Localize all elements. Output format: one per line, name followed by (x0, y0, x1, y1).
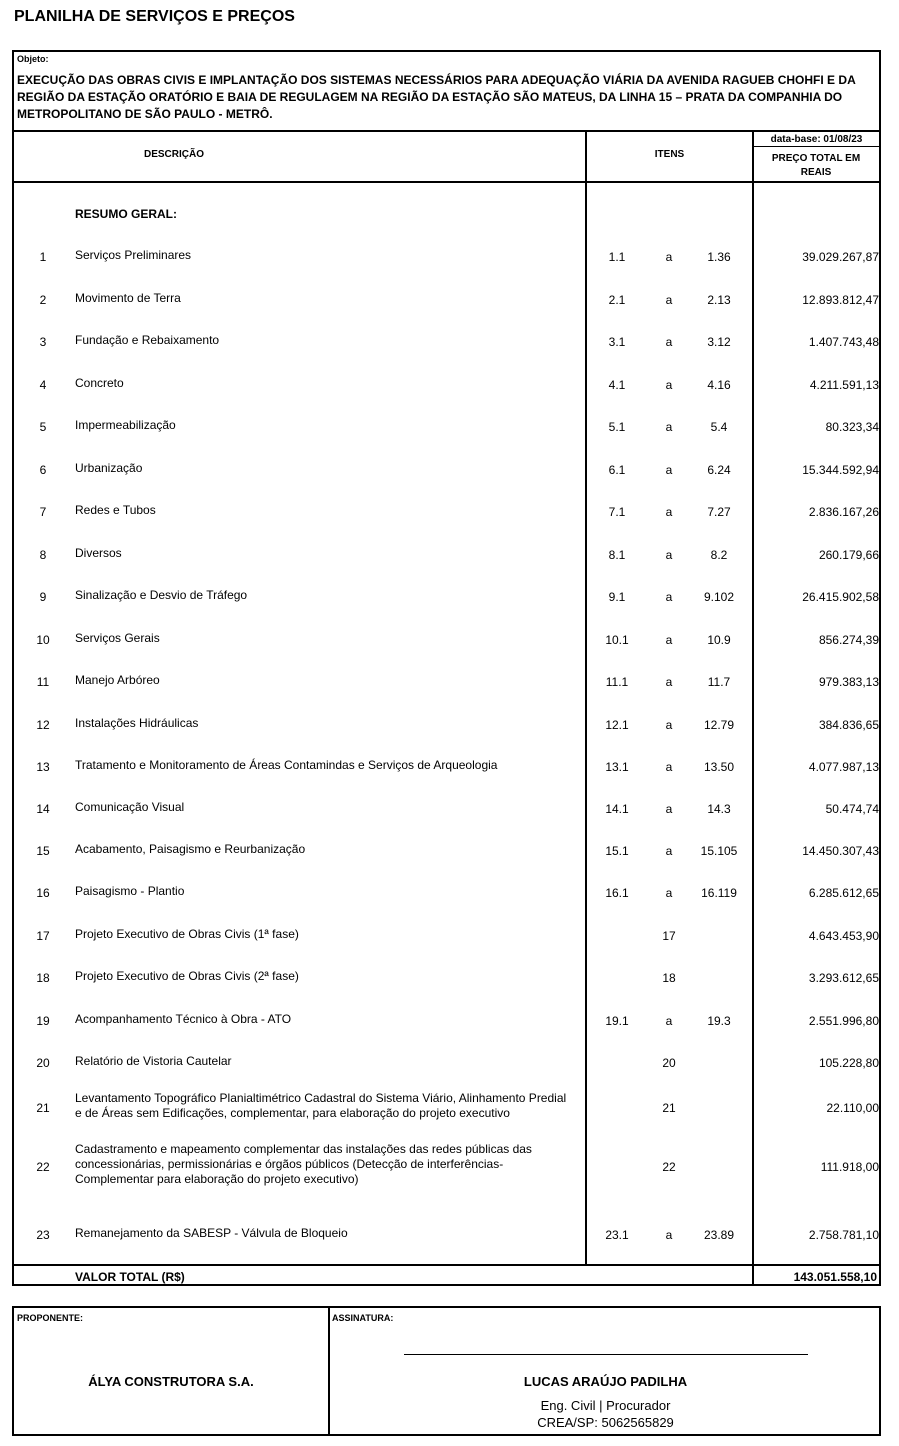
item-single: 17 (662, 929, 676, 943)
row-description: Impermeabilização (75, 418, 176, 432)
row-price: 15.344.592,94 (802, 463, 879, 477)
row-description: Paisagismo - Plantio (75, 884, 185, 898)
row-description: Serviços Preliminares (75, 248, 192, 262)
item-range-word: a (665, 760, 673, 774)
resumo-label: RESUMO GERAL: (75, 207, 177, 221)
item-to: 7.27 (707, 505, 731, 519)
item-range-word: a (665, 1228, 673, 1242)
row-description: Redes e Tubos (75, 503, 156, 517)
row-description: Diversos (75, 546, 122, 560)
row-price: 4.077.987,13 (808, 760, 879, 774)
row-price: 105.228,80 (818, 1056, 879, 1070)
row-price: 80.323,34 (825, 420, 879, 434)
row-number: 17 (36, 929, 50, 943)
header-descricao: DESCRIÇÃO (143, 149, 204, 160)
divider (14, 181, 879, 183)
signer-crea: CREA/SP: 5062565829 (537, 1415, 674, 1430)
header-data-base: data-base: 01/08/23 (770, 134, 863, 145)
item-range-word: a (665, 250, 673, 264)
row-number: 16 (36, 886, 50, 900)
header-preco: PREÇO TOTAL EM REAIS (771, 153, 861, 178)
item-range-word: a (665, 463, 673, 477)
total-value: 143.051.558,10 (793, 1270, 877, 1284)
row-price: 4.211.591,13 (809, 378, 879, 392)
row-number: 10 (36, 633, 50, 647)
row-description: Projeto Executivo de Obras Civis (1ª fase) (75, 927, 299, 941)
row-number: 22 (36, 1160, 50, 1174)
item-range-word: a (665, 420, 673, 434)
row-description: Relatório de Vistoria Cautelar (75, 1054, 232, 1068)
item-from: 19.1 (605, 1014, 629, 1028)
row-number: 11 (36, 675, 50, 689)
item-from: 3.1 (608, 335, 626, 349)
row-price: 50.474,74 (825, 802, 879, 816)
item-range-word: a (665, 548, 673, 562)
row-price: 384.836,65 (818, 718, 879, 732)
row-description: Remanejamento da SABESP - Válvula de Bloqueio (75, 1226, 348, 1240)
row-price: 979.383,13 (818, 675, 879, 689)
row-price: 2.551.996,80 (808, 1014, 879, 1028)
proponente-label: PROPONENTE: (17, 1313, 84, 1323)
row-description: Movimento de Terra (75, 291, 181, 305)
item-to: 9.102 (703, 590, 735, 604)
row-price: 39.029.267,87 (802, 250, 879, 264)
item-from: 12.1 (605, 718, 629, 732)
row-number: 23 (36, 1228, 50, 1242)
objeto-label: Objeto: (17, 54, 49, 64)
row-description: Levantamento Topográfico Planialtimétrico Cadastral do Sistema Viário, Alinhamento Predial e de Áreas sem Edificações, complementar, para elaboração do projeto executivo (75, 1091, 567, 1120)
row-number: 2 (39, 293, 47, 307)
item-to: 14.3 (707, 802, 731, 816)
row-description: Concreto (75, 376, 124, 390)
item-range-word: a (665, 886, 673, 900)
item-to: 3.12 (707, 335, 731, 349)
item-single: 21 (662, 1101, 676, 1115)
item-from: 15.1 (605, 844, 629, 858)
item-from: 4.1 (608, 378, 626, 392)
item-range-word: a (665, 633, 673, 647)
item-range-word: a (665, 718, 673, 732)
item-range-word: a (665, 378, 673, 392)
item-from: 16.1 (605, 886, 629, 900)
item-to: 6.24 (707, 463, 731, 477)
row-number: 1 (39, 250, 47, 264)
page-title: PLANILHA DE SERVIÇOS E PREÇOS (14, 8, 295, 25)
item-to: 1.36 (707, 250, 731, 264)
row-price: 3.293.612,65 (808, 971, 879, 985)
row-description: Serviços Gerais (75, 631, 160, 645)
item-to: 12.79 (703, 718, 735, 732)
signer-role: Eng. Civil | Procurador (540, 1398, 671, 1413)
row-price: 2.758.781,10 (808, 1228, 879, 1242)
row-price: 2.836.167,26 (808, 505, 879, 519)
row-description: Acompanhamento Técnico à Obra - ATO (75, 1012, 292, 1026)
item-from: 10.1 (605, 633, 629, 647)
row-number: 8 (39, 548, 47, 562)
row-description: Comunicação Visual (75, 800, 185, 814)
objeto-text: EXECUÇÃO DAS OBRAS CIVIS E IMPLANTAÇÃO DOS SISTEMAS NECESSÁRIOS PARA ADEQUAÇÃO VIÁRIA DA AVENIDA RAGUEB CHOHFI E DA REGIÃO DA ESTAÇÃO ORATÓRIO E BAIA DE REGULAGEM NA REGIÃO DA ESTAÇÃO SÃO MATEUS, DA LINHA 15 – PRATA DA COMPANHIA DO METROPOLITANO DE SÃO PAULO - METRÔ. (17, 73, 856, 121)
row-price: 1.407.743,48 (808, 335, 879, 349)
item-range-word: a (665, 802, 673, 816)
item-to: 8.2 (710, 548, 728, 562)
services-table (12, 50, 881, 1286)
row-price: 6.285.612,65 (808, 886, 879, 900)
item-to: 15.105 (700, 844, 738, 858)
item-from: 1.1 (608, 250, 626, 264)
row-number: 15 (36, 844, 50, 858)
item-from: 6.1 (608, 463, 626, 477)
item-range-word: a (665, 505, 673, 519)
row-number: 18 (36, 971, 50, 985)
row-price: 12.893.812,47 (802, 293, 879, 307)
row-description: Acabamento, Paisagismo e Reurbanização (75, 842, 306, 856)
item-single: 20 (662, 1056, 676, 1070)
row-description: Tratamento e Monitoramento de Áreas Contamindas e Serviços de Arqueologia (75, 758, 498, 772)
row-number: 3 (39, 335, 47, 349)
row-description: Manejo Arbóreo (75, 673, 160, 687)
divider (752, 146, 879, 147)
divider (14, 130, 879, 132)
item-to: 16.119 (701, 886, 737, 900)
company-name: ÁLYA CONSTRUTORA S.A. (88, 1374, 254, 1389)
row-number: 13 (36, 760, 50, 774)
item-to: 13.50 (703, 760, 735, 774)
row-number: 5 (39, 420, 47, 434)
row-number: 7 (39, 505, 47, 519)
row-number: 12 (36, 718, 50, 732)
item-to: 23.89 (703, 1228, 735, 1242)
signature-box (12, 1306, 881, 1436)
row-number: 20 (36, 1056, 50, 1070)
row-number: 19 (36, 1014, 50, 1028)
item-range-word: a (665, 675, 673, 689)
item-from: 8.1 (608, 548, 626, 562)
item-range-word: a (665, 844, 673, 858)
signature-line (404, 1354, 808, 1355)
item-range-word: a (665, 293, 673, 307)
row-price: 111.918,00 (820, 1160, 879, 1174)
item-from: 2.1 (608, 293, 626, 307)
item-to: 19.3 (707, 1014, 731, 1028)
divider (14, 1264, 879, 1266)
item-from: 13.1 (605, 760, 629, 774)
row-price: 22.110,00 (826, 1101, 879, 1115)
row-number: 9 (39, 590, 47, 604)
header-itens: ITENS (654, 149, 685, 160)
item-to: 4.16 (707, 378, 731, 392)
item-to: 11.7 (707, 675, 731, 689)
row-price: 260.179,66 (818, 548, 879, 562)
row-price: 4.643.453,90 (808, 929, 879, 943)
item-range-word: a (665, 1014, 673, 1028)
signer-name: LUCAS ARAÚJO PADILHA (523, 1374, 688, 1389)
item-single: 18 (662, 971, 676, 985)
item-range-word: a (665, 590, 673, 604)
row-price: 26.415.902,58 (802, 590, 879, 604)
item-range-word: a (665, 335, 673, 349)
row-description: Urbanização (75, 461, 143, 475)
divider (585, 130, 587, 1264)
item-from: 14.1 (605, 802, 629, 816)
row-number: 21 (36, 1101, 50, 1115)
row-number: 14 (36, 802, 50, 816)
assinatura-label: ASSINATURA: (332, 1313, 394, 1323)
item-to: 10.9 (707, 633, 731, 647)
item-to: 5.4 (710, 420, 728, 434)
item-from: 11.1 (605, 675, 629, 689)
item-to: 2.13 (707, 293, 731, 307)
row-number: 6 (39, 463, 47, 477)
divider (328, 1308, 330, 1434)
item-from: 7.1 (608, 505, 626, 519)
row-description: Fundação e Rebaixamento (75, 333, 220, 347)
item-from: 5.1 (608, 420, 626, 434)
row-price: 14.450.307,43 (802, 844, 879, 858)
row-description: Instalações Hidráulicas (75, 716, 199, 730)
item-single: 22 (662, 1160, 676, 1174)
row-price: 856.274,39 (818, 633, 879, 647)
item-from: 9.1 (608, 590, 626, 604)
row-number: 4 (39, 378, 47, 392)
row-description: Sinalização e Desvio de Tráfego (75, 588, 248, 602)
row-description: Cadastramento e mapeamento complementar das instalações das redes públicas das concessionárias, permissionárias e órgãos públicos (Detecção de interferências- Complementar para elaboração do projeto executivo) (75, 1142, 532, 1186)
item-from: 23.1 (605, 1228, 629, 1242)
total-label: VALOR TOTAL (R$) (75, 1270, 185, 1284)
row-description: Projeto Executivo de Obras Civis (2ª fase) (75, 969, 299, 983)
